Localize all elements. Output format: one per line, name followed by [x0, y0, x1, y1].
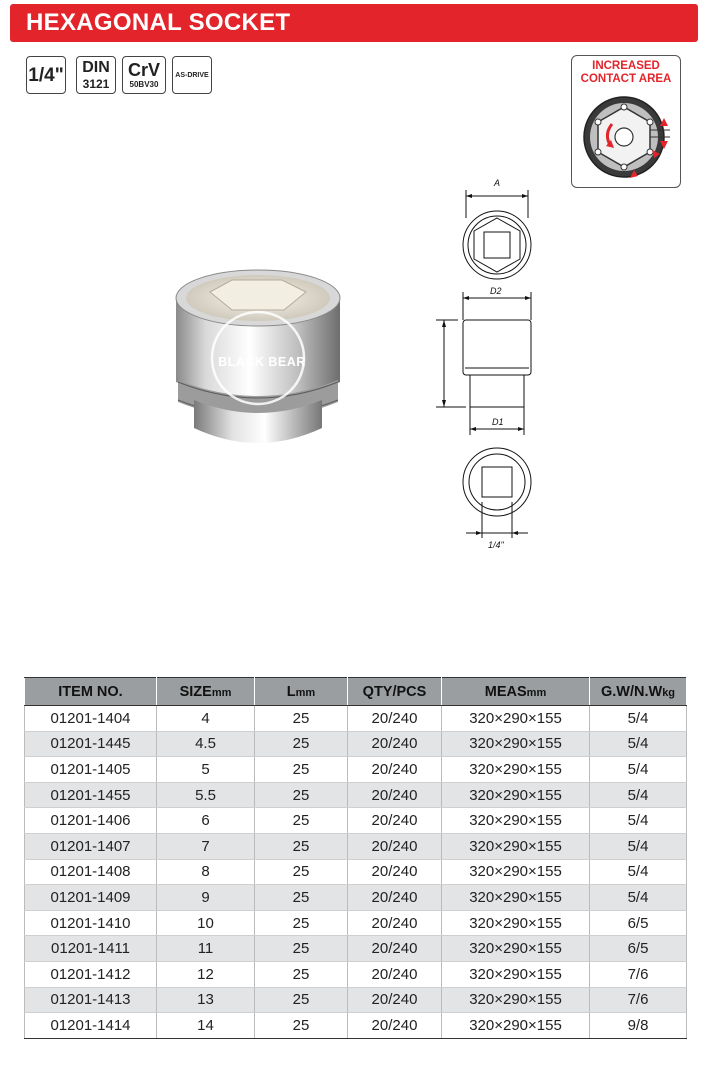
table-cell: 5/4: [590, 757, 687, 783]
table-cell: 25: [255, 782, 348, 808]
table-cell: 25: [255, 833, 348, 859]
table-cell: 320×290×155: [442, 885, 590, 911]
table-row: [25, 885, 687, 911]
table-cell: 6/5: [590, 910, 687, 936]
table-row: [25, 987, 687, 1013]
as-drive-text: AS-DRIVE: [175, 71, 209, 79]
din-text: DIN: [82, 59, 110, 76]
table-cell: 7/6: [590, 961, 687, 987]
table-cell: 01201-1455: [25, 782, 157, 808]
table-cell: 320×290×155: [442, 782, 590, 808]
table-cell: 25: [255, 987, 348, 1013]
column-header: [25, 678, 157, 706]
table-cell: 10: [157, 910, 255, 936]
table-row: [25, 833, 687, 859]
table-cell: 5/4: [590, 706, 687, 732]
crv-text: CrV: [127, 60, 160, 80]
table-cell: 5/4: [590, 731, 687, 757]
table-cell: 20/240: [348, 757, 442, 783]
table-cell: 20/240: [348, 833, 442, 859]
table-cell: 6/5: [590, 936, 687, 962]
table-row: [25, 859, 687, 885]
table-cell: 01201-1410: [25, 910, 157, 936]
table-cell: 25: [255, 961, 348, 987]
table-row: [25, 961, 687, 987]
column-header-label: ITEM NO.: [58, 683, 123, 700]
table-cell: 11: [157, 936, 255, 962]
table-cell: 4.5: [157, 731, 255, 757]
table-cell: 320×290×155: [442, 859, 590, 885]
dim-label-a: A: [494, 178, 501, 188]
column-header-label: SIZE: [179, 683, 212, 700]
table-cell: 7/6: [590, 987, 687, 1013]
table-cell: 320×290×155: [442, 987, 590, 1013]
column-header-label: G.W/N.W: [600, 683, 663, 700]
table-cell: 01201-1414: [25, 1013, 157, 1039]
table-cell: 7: [157, 833, 255, 859]
table-cell: 5: [157, 757, 255, 783]
table-row: [25, 782, 687, 808]
column-header: [442, 678, 590, 706]
table-cell: 01201-1445: [25, 731, 157, 757]
table-cell: 01201-1412: [25, 961, 157, 987]
brand-logo-text: BLACK BEAR: [218, 355, 306, 369]
table-cell: 320×290×155: [442, 706, 590, 732]
table-cell: 01201-1407: [25, 833, 157, 859]
table-row: [25, 910, 687, 936]
hex-socket-photo: [170, 250, 346, 450]
table-cell: 01201-1413: [25, 987, 157, 1013]
column-header-unit: mm: [295, 686, 316, 699]
table-cell: 20/240: [348, 936, 442, 962]
table-cell: 14: [157, 1013, 255, 1039]
as-drive-badge: [172, 56, 212, 94]
table-cell: 20/240: [348, 706, 442, 732]
table-cell: 5/4: [590, 833, 687, 859]
table-cell: 20/240: [348, 782, 442, 808]
column-header-label: L: [286, 683, 296, 700]
table-cell: 20/240: [348, 910, 442, 936]
table-cell: 01201-1408: [25, 859, 157, 885]
din-number-text: 3121: [82, 77, 110, 91]
column-header-unit: mm: [526, 686, 547, 699]
table-cell: 320×290×155: [442, 731, 590, 757]
table-cell: 5/4: [590, 885, 687, 911]
table-cell: 5/4: [590, 808, 687, 834]
table-cell: 4: [157, 706, 255, 732]
column-header: [255, 678, 348, 706]
table-cell: 6: [157, 808, 255, 834]
table-cell: 20/240: [348, 961, 442, 987]
din-standard-badge: [76, 56, 116, 94]
table-cell: 25: [255, 885, 348, 911]
table-cell: 5/4: [590, 859, 687, 885]
column-header-label: MEAS: [484, 683, 527, 700]
table-cell: 5/4: [590, 782, 687, 808]
increased-contact-area-box: [571, 55, 681, 188]
table-cell: 9: [157, 885, 255, 911]
table-cell: 20/240: [348, 808, 442, 834]
contact-line2: CONTACT AREA: [580, 73, 672, 85]
column-header: [590, 678, 687, 706]
table-row: [25, 706, 687, 732]
table-cell: 25: [255, 859, 348, 885]
table-cell: 20/240: [348, 987, 442, 1013]
table-cell: 25: [255, 706, 348, 732]
table-cell: 01201-1405: [25, 757, 157, 783]
table-row: [25, 731, 687, 757]
table-cell: 5.5: [157, 782, 255, 808]
page-title: HEXAGONAL SOCKET: [26, 9, 291, 36]
table-cell: 8: [157, 859, 255, 885]
table-cell: 20/240: [348, 731, 442, 757]
table-cell: 01201-1406: [25, 808, 157, 834]
table-row: [25, 757, 687, 783]
contact-area-icon: [578, 90, 676, 184]
table-cell: 320×290×155: [442, 833, 590, 859]
table-row: [25, 1013, 687, 1039]
drive-size-text: 1/4": [28, 64, 64, 86]
table-cell: 320×290×155: [442, 808, 590, 834]
table-cell: 20/240: [348, 885, 442, 911]
column-header: [157, 678, 255, 706]
table-row: [25, 936, 687, 962]
column-header-unit: kg: [662, 686, 676, 699]
table-cell: 9/8: [590, 1013, 687, 1039]
table-cell: 01201-1409: [25, 885, 157, 911]
table-cell: 320×290×155: [442, 757, 590, 783]
material-badge: [122, 56, 166, 94]
drive-size-badge: [26, 56, 66, 94]
table-cell: 25: [255, 808, 348, 834]
title-bar: [10, 4, 698, 42]
table-cell: 320×290×155: [442, 936, 590, 962]
dim-label-d1: D1: [492, 417, 504, 427]
technical-drawing: [436, 170, 536, 550]
table-cell: 20/240: [348, 859, 442, 885]
table-cell: 25: [255, 1013, 348, 1039]
table-cell: 01201-1404: [25, 706, 157, 732]
table-cell: 320×290×155: [442, 1013, 590, 1039]
table-body: [25, 706, 687, 1039]
column-header-unit: mm: [211, 686, 232, 699]
dim-label-d2: D2: [490, 286, 502, 296]
table-cell: 320×290×155: [442, 961, 590, 987]
dim-label-drive: 1/4": [488, 540, 504, 550]
table-row: [25, 808, 687, 834]
table-cell: 20/240: [348, 1013, 442, 1039]
table-cell: 320×290×155: [442, 910, 590, 936]
table-cell: 25: [255, 936, 348, 962]
contact-line1: INCREASED: [592, 60, 660, 72]
table-cell: 13: [157, 987, 255, 1013]
table-cell: 25: [255, 731, 348, 757]
table-cell: 12: [157, 961, 255, 987]
spec-table: [24, 677, 687, 1039]
steel-grade-text: 50BV30: [129, 80, 159, 89]
column-header: [348, 678, 442, 706]
table-header-row: [25, 678, 687, 706]
table-cell: 25: [255, 757, 348, 783]
table-cell: 01201-1411: [25, 936, 157, 962]
table-cell: 25: [255, 910, 348, 936]
column-header-label: QTY/PCS: [362, 683, 427, 700]
